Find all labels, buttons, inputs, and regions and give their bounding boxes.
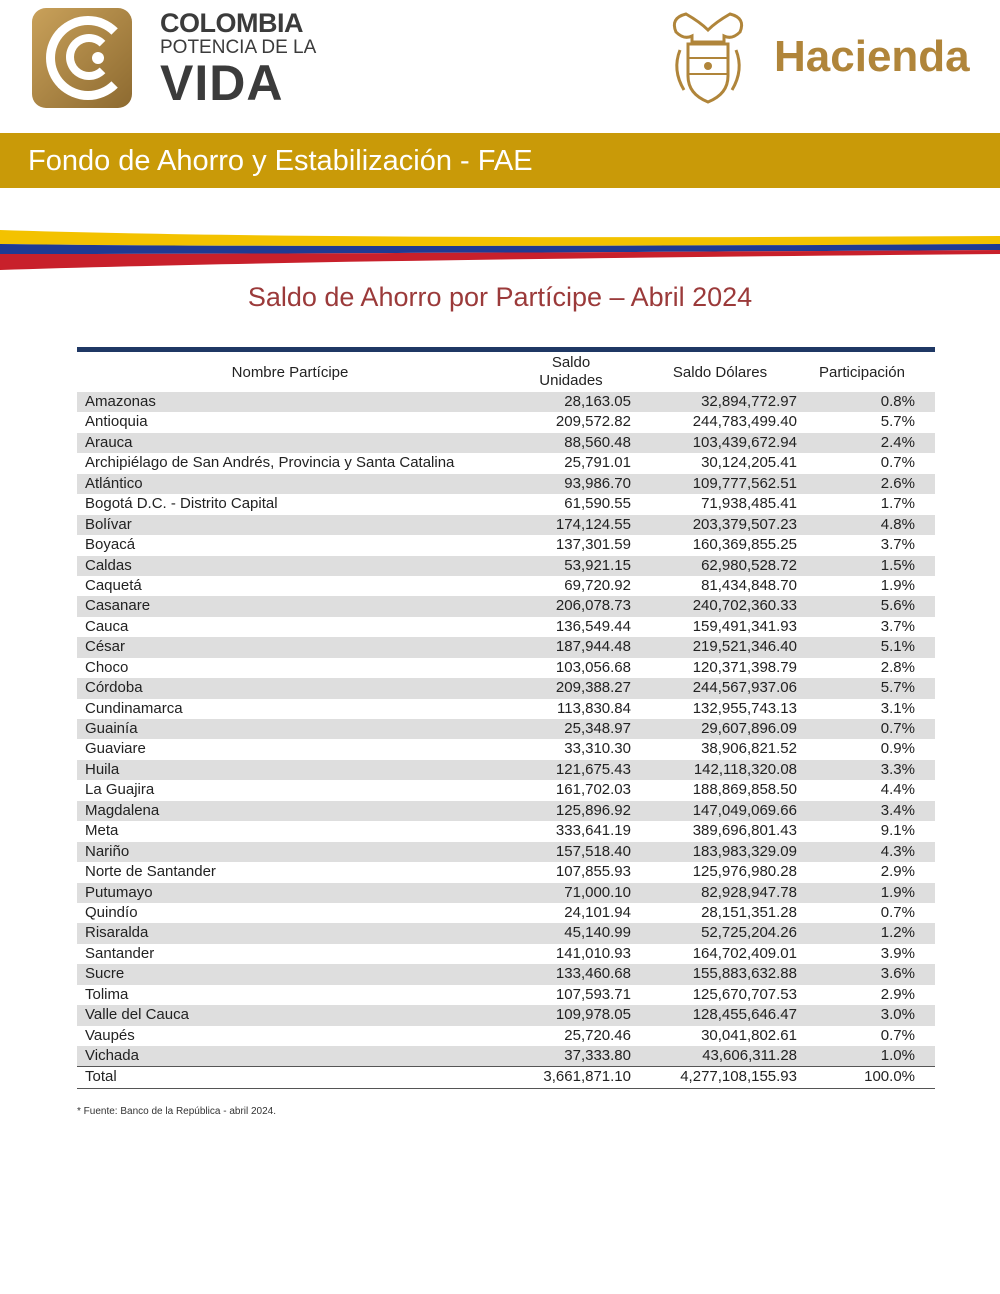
balance-units: 107,593.71 [555,985,631,1003]
balance-usd: 240,702,360.33 [692,597,797,615]
balance-usd: 38,906,821.52 [701,740,797,758]
balance-usd: 103,439,672.94 [692,433,797,451]
balance-usd: 109,777,562.51 [692,474,797,492]
balance-units: 25,791.01 [564,454,631,472]
logo-line-1: COLOMBIA [160,8,303,38]
participation-pct: 3.6% [880,965,915,983]
participant-name: Archipiélago de San Andrés, Provincia y Santa Catalina [85,454,455,472]
balance-usd: 188,869,858.50 [692,781,797,799]
balance-units: 206,078.73 [555,597,631,615]
participant-name: Amazonas [85,393,156,410]
balance-units: 37,333.80 [564,1047,631,1064]
balance-usd: 203,379,507.23 [692,515,797,533]
participation-pct: 3.9% [880,944,915,962]
header-units-line2: Unidades [539,372,603,389]
hacienda-logo [664,10,974,110]
participation-pct: 3.7% [880,536,915,554]
balance-units: 45,140.99 [564,924,631,942]
balance-usd: 155,883,632.88 [692,965,797,983]
balance-usd: 62,980,528.72 [701,556,797,574]
balance-units: 107,855.93 [555,863,631,881]
participation-pct: 1.0% [880,1047,915,1064]
document-title: Saldo de Ahorro por Partícipe – Abril 2024 [247,282,753,312]
participant-name: Bolívar [85,515,132,533]
table-row [77,964,935,984]
participation-pct: 3.0% [880,1006,915,1024]
balance-units: 141,010.93 [555,944,631,962]
balance-units: 133,460.68 [555,965,631,983]
balance-units: 109,978.05 [555,1006,631,1024]
header-units [517,354,625,390]
table-body [77,392,935,1066]
balance-usd: 82,928,947.78 [701,883,797,901]
balance-usd: 160,369,855.25 [692,536,797,554]
table-row [77,862,935,882]
balance-units: 136,549.44 [555,617,631,635]
participant-name: Huila [85,760,120,778]
table-header [77,352,935,392]
participation-pct: 0.7% [880,1026,915,1044]
participation-pct: 4.4% [880,781,915,799]
balance-usd: 81,434,848.70 [701,576,797,594]
balance-usd: 244,783,499.40 [692,413,797,431]
participation-pct: 2.8% [880,658,915,676]
balance-units: 88,560.48 [564,433,631,451]
participation-pct: 3.4% [880,801,915,819]
balance-units: 24,101.94 [564,903,631,921]
balance-usd: 43,606,311.28 [702,1047,797,1064]
participant-name: Antioquia [85,413,148,431]
participant-name: Caldas [85,556,132,574]
participation-pct: 4.8% [880,515,915,533]
table-row [77,699,935,719]
flag-stripe-decoration [0,214,1000,274]
balance-units: 25,348.97 [564,720,631,737]
total-label: Total [85,1068,117,1086]
participant-name: Putumayo [85,883,153,901]
balance-usd: 128,455,646.47 [692,1006,797,1024]
participant-name: Arauca [85,433,133,451]
table-row [77,678,935,698]
balance-units: 113,830.84 [557,699,631,717]
logo-line-2: POTENCIA DE LA [160,37,317,58]
balance-units: 61,590.55 [564,495,631,513]
participation-pct: 3.3% [880,760,915,778]
participation-pct: 0.9% [880,740,915,758]
table-row [77,780,935,800]
participant-name: Cundinamarca [85,699,183,717]
participation-pct: 2.6% [880,474,915,492]
balance-usd: 71,938,485.41 [701,495,797,513]
participation-pct: 5.7% [880,679,915,697]
table-row [77,1005,935,1025]
participant-name: Risaralda [85,924,149,942]
participant-name: Guaviare [85,740,146,758]
balance-usd: 32,894,772.97 [701,393,797,410]
balance-units: 125,896.92 [555,801,631,819]
participant-name: Casanare [85,597,151,615]
table-row [77,923,935,943]
balance-usd: 52,725,204.26 [701,924,797,942]
participation-pct: 2.9% [880,863,915,881]
table-row [77,474,935,494]
header-name: Nombre Partícipe [231,364,349,381]
participation-pct: 0.7% [880,720,915,737]
table-row [77,821,935,841]
balance-usd: 30,041,802.61 [701,1026,797,1044]
participant-name: Magdalena [85,801,160,819]
balance-usd: 159,491,341.93 [692,617,797,635]
total-usd: 4,277,108,155.93 [680,1068,797,1086]
title-banner [0,133,1000,188]
source-footnote: * Fuente: Banco de la República - abril 2024. [77,1106,277,1117]
table-total-row [77,1066,935,1088]
table-row [77,515,935,535]
participant-name: Boyacá [85,536,136,554]
colombia-potencia-logo [32,8,322,110]
participant-name: Atlántico [85,474,143,492]
participant-name: La Guajira [85,781,155,799]
balance-units: 174,124.55 [555,515,631,533]
balance-units: 103,056.68 [555,658,631,676]
participant-name: Norte de Santander [85,863,216,881]
balance-units: 33,310.30 [564,740,631,758]
participation-pct: 0.7% [880,903,915,921]
balance-usd: 125,670,707.53 [692,985,797,1003]
header-units-line1: Saldo [551,354,591,371]
balance-units: 69,720.92 [564,576,631,594]
balance-units: 333,641.19 [555,822,631,840]
table-row [77,719,935,739]
participant-name: Vichada [85,1047,139,1064]
balance-units: 121,675.43 [555,760,631,778]
participant-name: Vaupés [85,1026,135,1044]
balance-units: 209,572.82 [555,413,631,431]
table-row [77,637,935,657]
balance-units: 209,388.27 [555,679,631,697]
balance-usd: 30,124,205.41 [701,454,797,472]
coat-of-arms-icon [666,10,750,106]
balance-units: 137,301.59 [555,536,631,554]
balance-units: 161,702.03 [555,781,631,799]
participation-pct: 5.1% [880,638,915,656]
balance-usd: 28,151,351.28 [701,903,797,921]
table-row [77,944,935,964]
participation-pct: 1.2% [880,924,915,942]
total-units: 3,661,871.10 [543,1068,631,1086]
participant-name: Caquetá [85,576,142,594]
balance-usd: 219,521,346.40 [692,638,797,656]
balance-usd: 183,983,329.09 [692,842,797,860]
participation-pct: 0.8% [880,393,915,410]
table-row [77,576,935,596]
table-row [77,494,935,514]
banner-title: Fondo de Ahorro y Estabilización - FAE [28,145,533,177]
participant-name: Choco [85,658,129,676]
participation-pct: 5.7% [880,413,915,431]
table-row [77,883,935,903]
participation-pct: 4.3% [880,842,915,860]
participant-name: Guainía [85,720,138,737]
table-row [77,842,935,862]
balance-units: 53,921.15 [564,556,631,574]
total-pct: 100.0% [864,1068,915,1086]
balance-usd: 132,955,743.13 [692,699,797,717]
table-row [77,760,935,780]
participation-pct: 2.4% [880,433,915,451]
balance-usd: 164,702,409.01 [692,944,797,962]
balance-usd: 389,696,801.43 [692,822,797,840]
participant-name: Córdoba [85,679,143,697]
table-row [77,535,935,555]
table-row [77,617,935,637]
participant-name: César [85,638,126,656]
participation-pct: 0.7% [880,454,915,472]
participation-pct: 1.9% [880,883,915,901]
balance-usd: 120,371,398.79 [692,658,797,676]
table-row [77,739,935,759]
participation-pct: 1.5% [880,556,915,574]
participation-pct: 1.9% [880,576,915,594]
participant-name: Valle del Cauca [85,1006,189,1024]
balance-units: 25,720.46 [564,1026,631,1044]
logo-mark-icon [32,8,132,108]
balance-units: 187,944.48 [555,638,631,656]
table-row [77,412,935,432]
logo-line-3: VIDA [160,55,284,111]
participant-name: Nariño [85,842,130,860]
participant-balance-table [77,347,935,1089]
table-row [77,985,935,1005]
participant-name: Cauca [85,617,129,635]
hacienda-text: Hacienda [774,32,970,81]
balance-usd: 147,049,069.66 [692,801,797,819]
participant-name: Sucre [85,965,125,983]
participation-pct: 9.1% [880,822,915,840]
table-row [77,556,935,576]
participation-pct: 3.7% [880,617,915,635]
table-row [77,801,935,821]
table-row [77,903,935,923]
balance-usd: 142,118,320.08 [693,760,797,778]
balance-units: 157,518.40 [555,842,631,860]
table-row [77,1026,935,1046]
participant-name: Bogotá D.C. - Distrito Capital [85,495,278,513]
participant-name: Santander [85,944,155,962]
participant-name: Quindío [85,903,138,921]
table-row [77,1046,935,1066]
table-row [77,392,935,412]
balance-units: 93,986.70 [564,474,631,492]
balance-units: 71,000.10 [564,883,631,901]
table-row [77,453,935,473]
table-row [77,658,935,678]
participant-name: Meta [85,822,119,840]
participant-name: Tolima [85,985,129,1003]
header-usd: Saldo Dólares [672,364,768,381]
table-row [77,433,935,453]
balance-usd: 29,607,896.09 [701,720,797,737]
participation-pct: 1.7% [880,495,915,513]
balance-usd: 244,567,937.06 [692,679,797,697]
table-row [77,596,935,616]
balance-usd: 125,976,980.28 [692,863,797,881]
participation-pct: 2.9% [880,985,915,1003]
header-pct: Participación [819,364,905,381]
balance-units: 28,163.05 [564,393,631,410]
participation-pct: 5.6% [880,597,915,615]
participation-pct: 3.1% [880,699,915,717]
